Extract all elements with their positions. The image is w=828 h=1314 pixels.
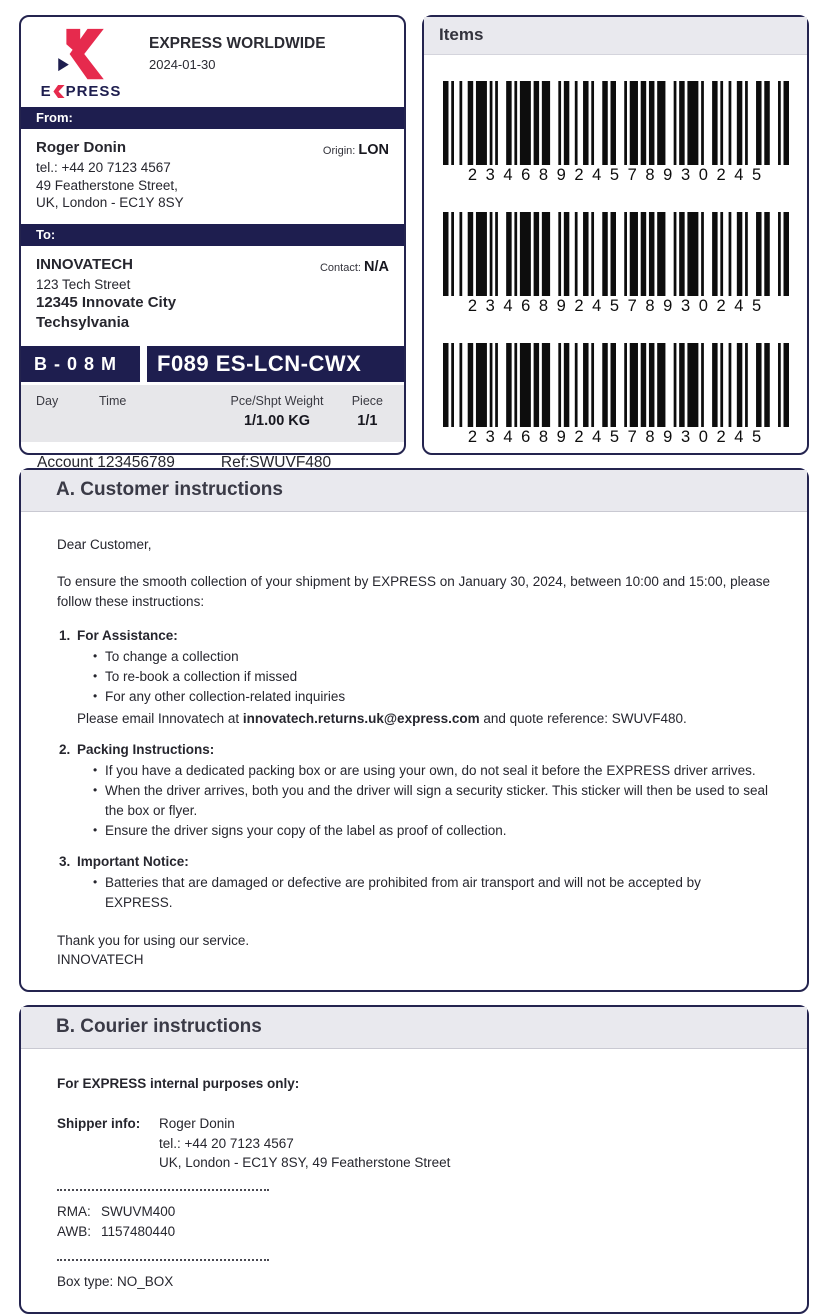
meta-piece <box>352 394 389 429</box>
from-name: Roger Donin <box>36 139 126 156</box>
closing-line-2: INNOVATECH <box>57 952 144 968</box>
rma-label: RMA: <box>57 1203 91 1219</box>
item-barcode <box>443 212 789 316</box>
instruction-item <box>57 740 771 841</box>
contact-block <box>320 256 389 333</box>
awb-value: 1157480440 <box>101 1224 176 1240</box>
to-line-street: 123 Tech Street <box>36 276 131 292</box>
instruction-bullet: • If you have a dedicated packing box or are using your own, do not seal it before the EXPRESS driver arrives. <box>93 761 771 781</box>
from-band: From: <box>21 107 404 129</box>
account-number: Account 123456789 <box>37 454 175 472</box>
from-line-street: 49 Featherstone Street, <box>36 177 178 193</box>
instruction-item <box>57 626 771 729</box>
meta-time <box>99 394 217 429</box>
express-logo-mark-icon <box>55 26 107 82</box>
to-name: INNOVATECH <box>36 255 133 273</box>
piece-value: 1/1 <box>357 413 378 430</box>
to-band: To: <box>21 224 404 246</box>
rma-row <box>57 1202 771 1222</box>
instruction-bullet: • To change a collection <box>93 647 771 667</box>
shipment-date: 2024-01-30 <box>149 57 216 72</box>
closing-line-1: Thank you for using our service. <box>57 932 250 948</box>
from-line-tel: tel.: +44 20 7123 4567 <box>36 160 171 175</box>
courier-instructions-title: B. Courier instructions <box>21 1007 807 1049</box>
assistance-email-line: Please email Innovatech at innovatech.returns.uk@express.com and quote reference: SWUVF480. <box>77 710 687 726</box>
shipper-info-label: Shipper info: <box>57 1116 141 1132</box>
service-title: EXPRESS WORLDWIDE <box>149 35 326 52</box>
instruction-number: 3. <box>59 853 71 869</box>
box-type-row <box>57 1272 771 1292</box>
from-address-block <box>21 129 404 224</box>
instruction-bullet: • To re-book a collection if missed <box>93 667 771 687</box>
from-address <box>36 139 184 212</box>
barcode-bars <box>443 212 789 296</box>
to-line-country: Techsylvania <box>36 313 130 331</box>
dotted-divider <box>57 1259 269 1261</box>
wordmark-suffix: PRESS <box>65 83 122 100</box>
box-type-value: NO_BOX <box>117 1274 174 1290</box>
shipper-info-row <box>57 1114 771 1171</box>
routing-row <box>21 346 404 382</box>
intro-text: To ensure the smooth collection of your shipment by EXPRESS on January 30, 2024, between 10:00 and 15:00, please follow these instructions: <box>57 573 770 609</box>
origin-value: LON <box>358 142 389 158</box>
meta-day <box>36 394 99 429</box>
weight-label: Pce/Shpt Weight <box>230 394 324 409</box>
instruction-bullet: • When the driver arrives, both you and the driver will sign a security sticker. This sticker will then be used to seal the box or flyer. <box>93 781 771 821</box>
reference-number: Ref:SWUVF480 <box>220 454 332 472</box>
item-barcode <box>443 343 789 447</box>
customer-instructions-section <box>19 468 809 992</box>
instruction-item <box>57 852 771 913</box>
label-header <box>21 17 404 107</box>
items-barcode-list <box>424 55 807 457</box>
express-wordmark <box>41 83 122 100</box>
awb-row <box>57 1222 771 1242</box>
contact-label: Contact: <box>319 261 361 274</box>
instruction-number: 2. <box>59 741 71 757</box>
contact-value: N/A <box>364 258 389 275</box>
wordmark-x-chevron-icon <box>53 85 65 98</box>
barcode-bars <box>443 81 789 165</box>
instruction-bullets <box>57 761 771 841</box>
piece-label: Piece <box>351 394 383 409</box>
instruction-bullet: • Batteries that are damaged or defective are prohibited from air transport and will not be accepted by EXPRESS. <box>93 873 771 913</box>
instruction-bullets <box>57 873 771 913</box>
barcode-digits: 2 3 4 6 8 9 2 4 5 7 8 9 3 0 2 4 5 <box>467 297 764 315</box>
shipment-meta-row <box>21 385 404 442</box>
origin-block <box>323 139 389 212</box>
courier-instructions-body <box>21 1049 807 1312</box>
instruction-heading: For Assistance: <box>77 627 178 643</box>
from-line-city: UK, London - EC1Y 8SY <box>36 195 184 211</box>
to-address-block <box>21 246 404 345</box>
items-panel <box>422 15 809 455</box>
instruction-heading: Packing Instructions: <box>77 741 215 757</box>
instruction-list <box>57 626 771 913</box>
weight-value: 1/1.00 KG <box>243 413 311 430</box>
to-address <box>36 256 176 333</box>
instruction-heading: Important Notice: <box>77 853 189 869</box>
rma-value: SWUVM400 <box>101 1203 176 1219</box>
barcode-digits: 2 3 4 6 8 9 2 4 5 7 8 9 3 0 2 4 5 <box>467 428 764 446</box>
instruction-bullets <box>57 647 771 707</box>
customer-instructions-title: A. Customer instructions <box>21 470 807 512</box>
items-panel-title: Items <box>424 17 807 55</box>
origin-label: Origin: <box>322 145 356 157</box>
express-logo <box>37 26 125 100</box>
service-block <box>149 26 326 72</box>
awb-label: AWB: <box>57 1224 92 1240</box>
instruction-number: 1. <box>59 627 71 643</box>
routing-code-left: B - 0 8 M <box>21 346 140 382</box>
meta-weight <box>217 394 337 429</box>
day-label: Day <box>36 394 59 409</box>
item-barcode <box>443 81 789 185</box>
time-label: Time <box>99 394 127 409</box>
barcode-digits: 2 3 4 6 8 9 2 4 5 7 8 9 3 0 2 4 5 <box>467 166 764 184</box>
routing-code-right: F089 ES-LCN-CWX <box>147 346 404 382</box>
wordmark-prefix: E <box>40 83 52 100</box>
shipper-info-line: Roger Donin <box>159 1116 235 1132</box>
shipper-info-value <box>159 1114 450 1171</box>
shipper-info-line: UK, London - EC1Y 8SY, 49 Featherstone Street <box>159 1154 451 1170</box>
closing-block <box>57 931 771 971</box>
internal-note: For EXPRESS internal purposes only: <box>57 1076 300 1092</box>
customer-instructions-body <box>21 512 807 990</box>
shipping-label-panel <box>19 15 406 472</box>
greeting-text: Dear Customer, <box>57 537 152 552</box>
courier-instructions-section <box>19 1005 809 1314</box>
dotted-divider <box>57 1189 269 1191</box>
instruction-bullet: • For any other collection-related inquiries <box>93 687 771 707</box>
to-line-city: 12345 Innovate City <box>36 294 177 312</box>
box-type-label: Box type: <box>57 1274 114 1290</box>
barcode-bars <box>443 343 789 427</box>
instruction-bullet: • Ensure the driver signs your copy of the label as proof of collection. <box>93 821 771 841</box>
shipper-info-line: tel.: +44 20 7123 4567 <box>159 1135 294 1151</box>
contact-email: innovatech.returns.uk@express.com <box>242 710 480 726</box>
top-row <box>19 15 809 472</box>
